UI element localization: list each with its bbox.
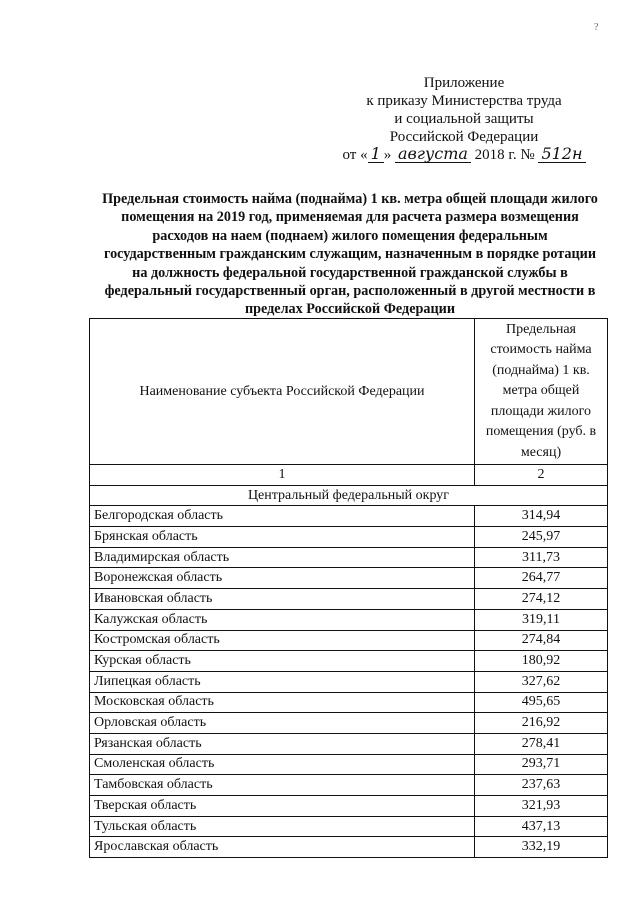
region-value: 311,73: [475, 547, 608, 568]
region-value: 274,12: [475, 589, 608, 610]
region-value: 216,92: [475, 713, 608, 734]
table-row: [90, 754, 608, 775]
region-name: Смоленская область: [90, 754, 475, 775]
order-date-line: [330, 146, 598, 164]
header-region: Наименование субъекта Российской Федерации: [90, 319, 475, 465]
order-number: 512н: [538, 146, 585, 163]
appendix-country: Российской Федерации: [389, 129, 539, 145]
table-row: [90, 837, 608, 858]
document-title: Предельная стоимость найма (поднайма) 1 кв. метра общей площади жилого помещения на 2019 год, применяемая для расчета размера возмещения расходов на наем (поднаем) жилого помещения федеральным государственным гражданским служащим, назначенным в порядке ротации на должность федеральной государственной гражданской службы в федеральный государственный орган, расположенный в другой местности в пределах Российской Федерации: [102, 191, 598, 318]
region-name: Московская область: [90, 692, 475, 713]
region-value: 314,94: [475, 506, 608, 527]
table-row: [90, 733, 608, 754]
table-row: [90, 651, 608, 672]
table-header-row: [90, 319, 608, 465]
region-name: Ивановская область: [90, 589, 475, 610]
region-name: Тамбовская область: [90, 775, 475, 796]
table-row: [90, 796, 608, 817]
region-name: Белгородская область: [90, 506, 475, 527]
column-number-row: [90, 465, 608, 486]
table-row: [90, 527, 608, 548]
appendix-label: Приложение: [423, 75, 505, 91]
region-value: 245,97: [475, 527, 608, 548]
table-row: [90, 568, 608, 589]
region-name: Брянская область: [90, 527, 475, 548]
region-name: Рязанская область: [90, 733, 475, 754]
region-name: Орловская область: [90, 713, 475, 734]
table-row: [90, 630, 608, 651]
table-row: [90, 671, 608, 692]
order-day: 1: [368, 146, 384, 163]
page-mark: ?: [594, 22, 599, 33]
region-name: Липецкая область: [90, 671, 475, 692]
table-row: [90, 589, 608, 610]
region-name: Владимирская область: [90, 547, 475, 568]
region-value: 180,92: [475, 651, 608, 672]
region-value: 319,11: [475, 609, 608, 630]
column-number-2: 2: [475, 465, 608, 486]
order-month: августа: [395, 146, 471, 163]
table-row: [90, 506, 608, 527]
order-mid: »: [383, 147, 392, 163]
table-row: [90, 547, 608, 568]
district-name: Центральный федеральный округ: [90, 485, 608, 506]
region-name: Курская область: [90, 651, 475, 672]
region-name: Тульская область: [90, 816, 475, 837]
region-name: Тверская область: [90, 796, 475, 817]
table-row: [90, 713, 608, 734]
region-value: 278,41: [475, 733, 608, 754]
appendix-order-ref: к приказу Министерства труда: [366, 93, 562, 109]
header-value: Предельная стоимость найма (поднайма) 1 кв. метра общей площади жилого помещения (руб. в месяц): [475, 319, 608, 465]
region-value: 437,13: [475, 816, 608, 837]
appendix-block: [330, 74, 598, 164]
region-name: Костромская область: [90, 630, 475, 651]
table-row: [90, 692, 608, 713]
rates-table: [89, 318, 608, 858]
region-value: 293,71: [475, 754, 608, 775]
table-row: [90, 775, 608, 796]
region-value: 327,62: [475, 671, 608, 692]
region-name: Воронежская область: [90, 568, 475, 589]
region-value: 264,77: [475, 568, 608, 589]
region-value: 237,63: [475, 775, 608, 796]
region-value: 321,93: [475, 796, 608, 817]
region-value: 495,65: [475, 692, 608, 713]
order-prefix: от «: [342, 147, 368, 163]
column-number-1: 1: [90, 465, 475, 486]
region-name: Ярославская область: [90, 837, 475, 858]
order-year: 2018 г. №: [474, 147, 535, 163]
region-value: 332,19: [475, 837, 608, 858]
table-row: [90, 609, 608, 630]
table-row: [90, 816, 608, 837]
appendix-ministry: и социальной защиты: [394, 111, 534, 127]
district-row: [90, 485, 608, 506]
region-name: Калужская область: [90, 609, 475, 630]
region-value: 274,84: [475, 630, 608, 651]
